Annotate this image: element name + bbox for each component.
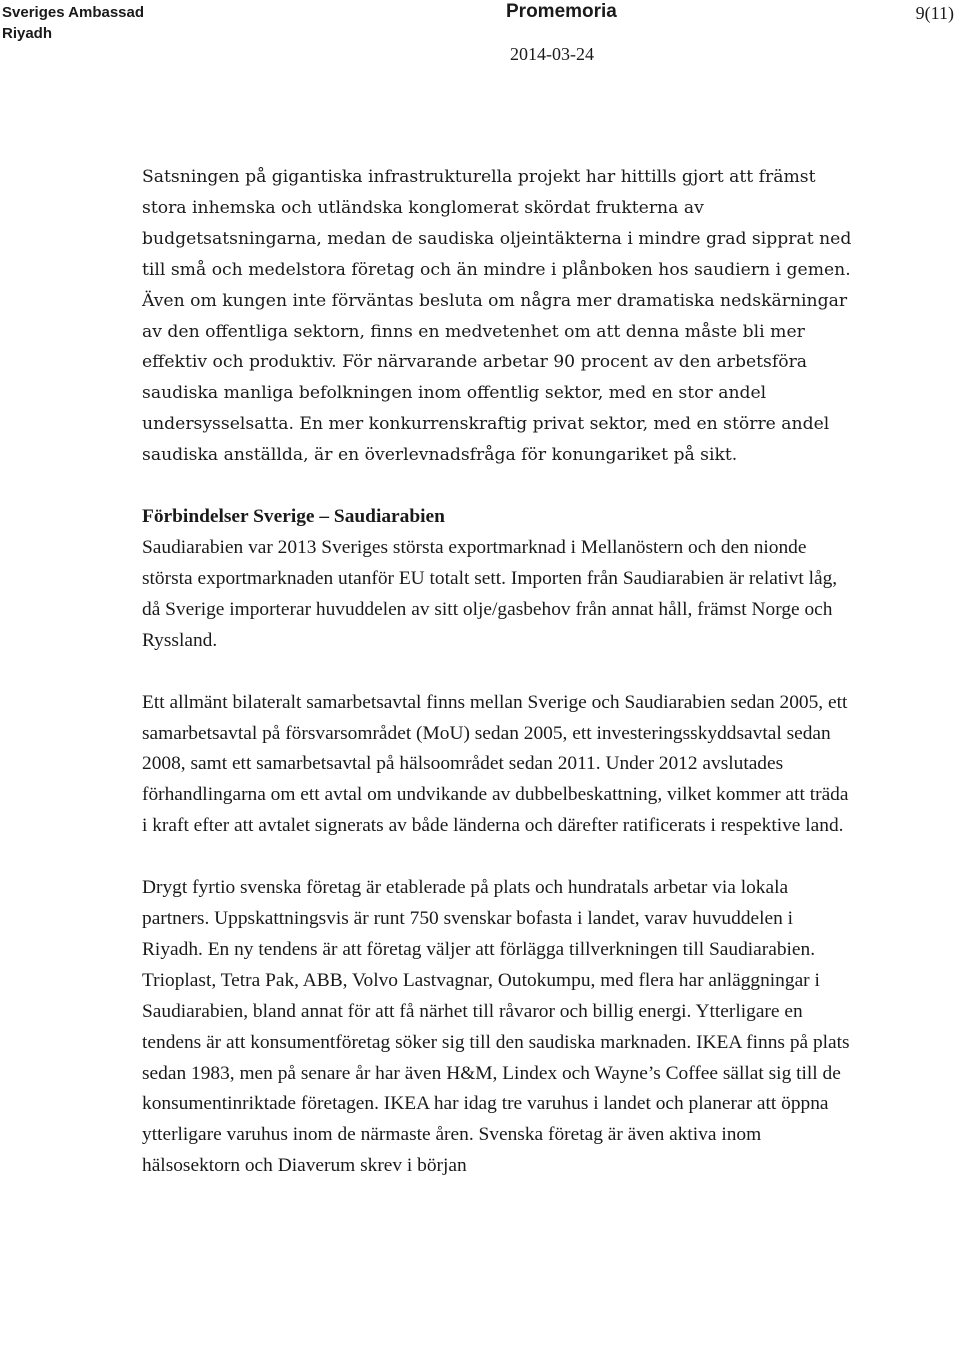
document-body — [142, 162, 852, 1182]
section-heading: Förbindelser Sverige – Saudiarabien — [142, 506, 445, 528]
sender-city: Riyadh — [2, 25, 53, 42]
paragraph-agreements: Ett allmänt bilateralt samarbetsavtal finns mellan Sverige och Saudiarabien sedan 2005, ett samarbetsavtal på försvarsområdet (MoU) sedan 2005, ett investeringsskyddsavtal sedan 2008, samt ett samarbetsavtal på hälsoområdet sedan 2011. Under 2012 avslutades förhandlingarna om ett avtal om undvikande av dubbelbeskattning, vilket kommer att träda i kraft efter att avtalet signerats av både länderna och därefter ratificerats i respektive land. — [142, 691, 849, 837]
paragraph-economy: Satsningen på gigantiska infrastrukturella projekt har hittills gjort att främst stora inhemska och utländska konglomerat skördat frukterna av budgetsatsningarna, medan de saudiska oljeintäkterna i mindre grad sipprat ned till små och medelstora företag och än mindre i plånboken hos saudiern i gemen. Även om kungen inte förväntas besluta om några mer dramatiska nedskärningar av den offentliga sektorn, finns en medvetenhet om att denna måste bli mer effektiv och produktiv. För närvarande arbetar 90 procent av den arbetsföra saudiska manliga befolkningen inom offentlig sektor, med en stor andel undersysselsatta. En mer konkurrenskraftig privat sektor, med en större andel saudiska anställda, är en överlevnadsfråga för konungariket på sikt. — [142, 167, 852, 466]
paragraph-trade: Saudiarabien var 2013 Sveriges största exportmarknad i Mellanöstern och den nionde största exportmarknaden utanför EU totalt sett. Importen från Saudiarabien är relativt låg, då Sverige importerar huvuddelen av sitt olje/gasbehov från annat håll, främst Norge och Ryssland. — [142, 536, 838, 651]
sender-block — [2, 2, 144, 44]
page-header — [0, 0, 960, 70]
document-type: Promemoria — [506, 1, 617, 22]
sender-organization: Sveriges Ambassad — [2, 4, 145, 21]
document-date: 2014-03-24 — [510, 44, 594, 64]
paragraph-companies: Drygt fyrtio svenska företag är etablerade på plats och hundratals arbetar via lokala partners. Uppskattningsvis är runt 750 svenskar bofasta i landet, varav huvuddelen i Riyadh. En ny tendens är att företag väljer att förlägga tillverkningen till Saudiarabien. Trioplast, Tetra Pak, ABB, Volvo Lastvagnar, Outokumpu, med flera har anläggningar i Saudiarabien, bland annat för att få närhet till råvaror och billig energi. Ytterligare en tendens är att konsumentföretag söker sig till den saudiska marknaden. IKEA finns på plats sedan 1983, men på senare år har även H&M, Lindex och Wayne’s Coffee sällat sig till de konsumentinriktade företagen. IKEA har idag tre varuhus i landet och planerar att öppna ytterligare varuhus inom de närmaste åren. Svenska företag är även aktiva inom hälsosektorn och Diaverum skrev i början — [142, 877, 850, 1177]
page-number: 9(11) — [915, 3, 954, 23]
